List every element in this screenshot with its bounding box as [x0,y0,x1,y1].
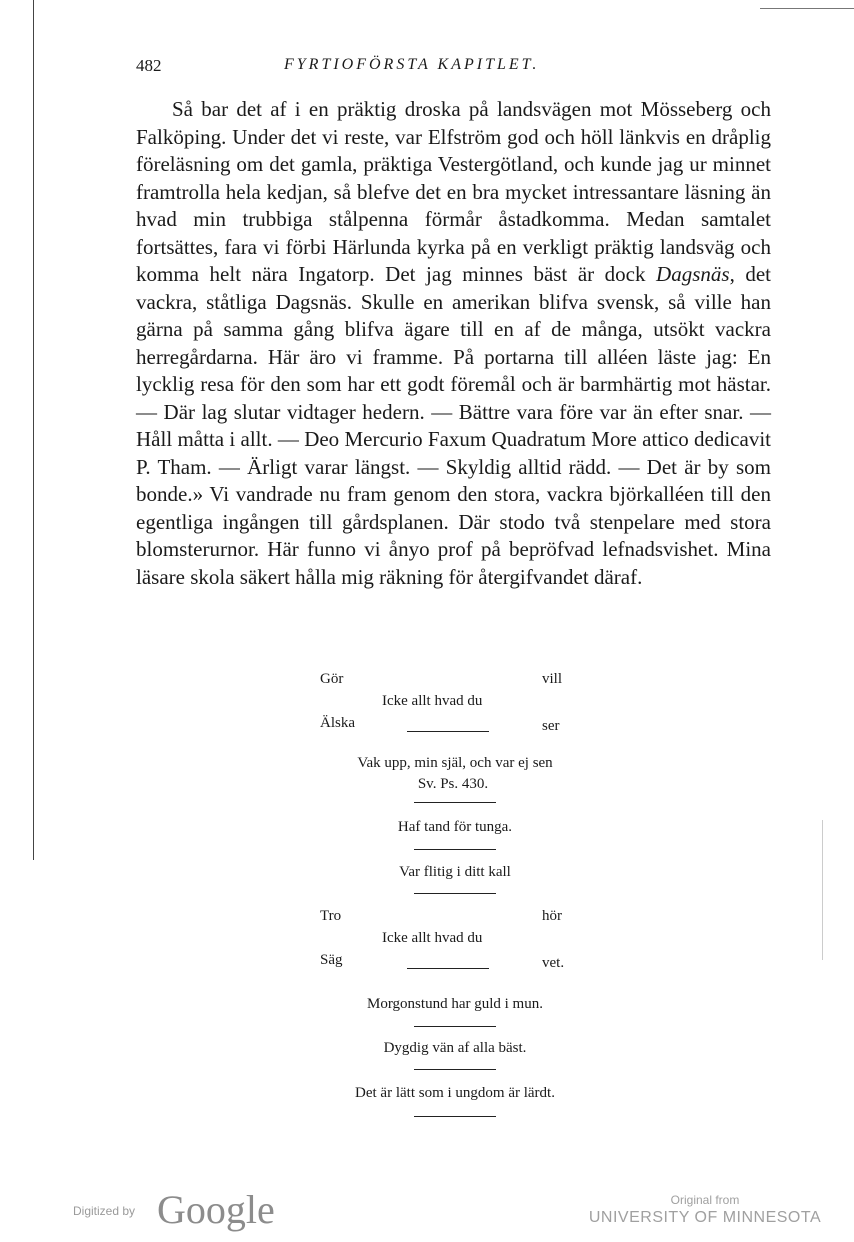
motto-psalm [310,753,600,795]
separator-rule [414,1116,496,1117]
institution-name: UNIVERSITY OF MINNESOTA [588,1209,822,1226]
google-logo: Google [157,1187,275,1232]
motto-icke-allt-vet [310,904,600,972]
separator-rule [414,802,496,803]
motto-rule [407,731,489,732]
scan-edge-top [760,8,854,9]
motto-rule [407,968,489,969]
digitized-label: Digitized by [73,1204,136,1218]
italic-place-name: Dagsnäs [656,262,730,286]
motto-word-vet: vet. [542,955,565,971]
body-text [136,96,771,591]
mottoes-section [310,667,600,1117]
motto-morning: Morgonstund har guld i mun. [367,996,543,1012]
scan-edge-left [33,0,34,860]
psalm-line: Vak upp, min själ, och var ej sen [357,755,553,771]
motto-middle-line: Icke allt hvad du [382,930,483,946]
motto-word-vill: vill [542,671,563,687]
separator-rule [414,1069,496,1070]
motto-youth: Det är lätt som i ungdom är lärdt. [355,1085,555,1101]
motto-word-ser: ser [542,718,560,734]
motto-middle-line: Icke allt hvad du [382,693,483,709]
separator-rule [414,893,496,894]
separator-rule [414,849,496,850]
page-number: 482 [136,56,162,75]
running-title: FYRTIOFÖRSTA KAPITLET. [284,56,540,73]
motto-icke-allt-ser [310,667,600,735]
paragraph-text-end: , det vackra, ståtliga Dagsnäs. Skulle en amerikan blifva svensk, så ville han gärna på samma gång blifva ägare till en af de många, utsökt vackra herregårdarna. Här äro vi framme. På portarna till alléen läste jag: En lycklig resa för den som har ett godt föremål och är barmhärtig mot hästar. — Där lag slutar vidtager hedern. — Bättre vara före var än efter snar. — Håll måtta i allt. — Deo Mercurio Faxum Quadratum More attico dedicavit P. Tham. — Ärligt varar längst. — Skyldig alltid rädd. — Det är by som bonde.» Vi vandrade nu fram genom den stora, vackra björkalléen till den egentliga ingången till gårdsplanen. Där stodo två stenpelare med stora blomsterurnor. Här funno vi ånyo prof på bepröfvad lefnadsvishet. Mina läsare skola säkert hålla mig räkning för återgifvandet däraf. [136,262,772,589]
motto-word-sag: Säg [320,952,343,968]
motto-calling: Var flitig i ditt kall [399,864,511,880]
motto-word-tro: Tro [320,908,342,924]
motto-word-hor: hör [542,908,562,924]
paragraph-text-start: Så bar det af i en präktig droska på landsvägen mot Mösseberg och Falköping. Under det vi reste, var Elfström god och höll länkvis en dråplig föreläsning om det gamla, präktiga Vestergötland, och kunde jag ur minnet framtrolla hela kedjan, så blefve det en bra mycket intressantare läsning än hvad min trubbiga stålpenna förmår åstadkomma. Medan samtalet fortsättes, fara vi förbi Härlunda kyrka på en verkligt präktig landsväg och komma helt nära Ingatorp. Det jag minnes bäst är dock [136,97,771,286]
motto-virtue: Dygdig vän af alla bäst. [383,1040,527,1056]
motto-word-alska: Älska [320,715,355,731]
paragraph [136,96,771,591]
psalm-reference: Sv. Ps. 430. [417,776,489,792]
separator-rule [414,1026,496,1027]
scan-edge-right [822,820,823,960]
motto-tongue: Haf tand för tunga. [397,819,513,835]
original-from-watermark [560,1193,850,1229]
page-header [136,56,776,82]
original-from-label: Original from [670,1193,740,1207]
motto-word-gor: Gör [320,671,344,687]
